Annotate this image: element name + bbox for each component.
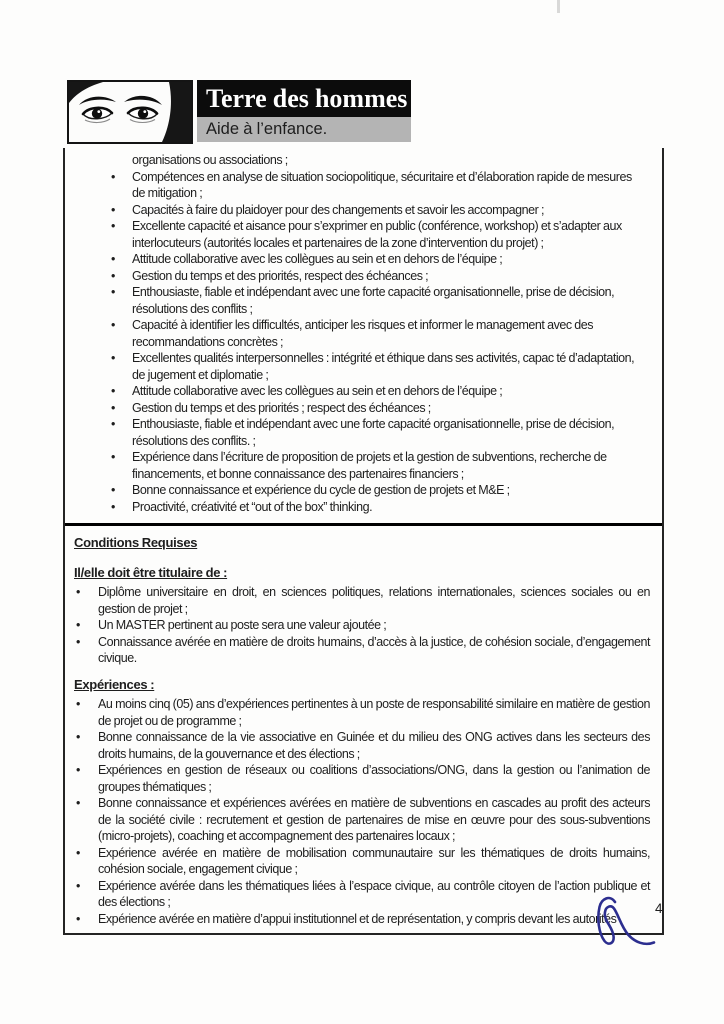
list-item: • Capacité à identifier les difficultés, anticiper les risques et informer le management avec des recommandations concrètes ; — [65, 317, 646, 350]
list-item: • Expérience dans l’écriture de proposition de projets et la gestion de subventions, recherche de financements, et bonne connaissance des partenaires financiers ; — [65, 449, 646, 482]
page-number: 4 — [655, 901, 663, 916]
list-item: • Enthousiaste, fiable et indépendant avec une forte capacité organisationnelle, prise de décision, résolutions des conflits. ; — [65, 416, 646, 449]
list-item: • Expérience avérée en matière de mobilisation communautaire sur les thématiques de droits humains, cohésion sociale, engagement civique ; — [74, 845, 650, 878]
signature-mark — [584, 892, 666, 954]
list-item: • Expériences en gestion de réseaux ou coalitions d’associations/ONG, dans la gestion ou l’animation de groupes thématiques ; — [74, 762, 650, 795]
conditions-section — [65, 526, 662, 933]
scan-artifact — [557, 0, 560, 13]
list-item: • Diplôme universitaire en droit, en sciences politiques, relations internationales, sciences sociales ou en gestion de projet ; — [74, 584, 650, 617]
experiences-list — [74, 696, 650, 927]
list-item: • Connaissance avérée en matière de droits humains, d’accès à la justice, de cohésion sociale, d’engagement civique. — [74, 634, 650, 667]
logo-text-block — [197, 80, 411, 144]
list-item: • Au moins cinq (05) ans d’expériences pertinentes à un poste de responsabilité similaire en matière de gestion de projet ou de programme ; — [74, 696, 650, 729]
titulaire-list — [74, 584, 650, 667]
list-item: • Enthousiaste, fiable et indépendant avec une forte capacité organisationnelle, prise de décision, résolutions des conflits ; — [65, 284, 646, 317]
list-item: • Un MASTER pertinent au poste sera une valeur ajoutée ; — [74, 617, 650, 634]
list-item: • Attitude collaborative avec les collègues au sein et en dehors de l’équipe ; — [65, 383, 646, 400]
continuation-line: organisations ou associations ; — [132, 153, 288, 167]
list-item: • Gestion du temps et des priorités ; respect des échéances ; — [65, 400, 646, 417]
eyes-illustration-svg — [67, 80, 193, 144]
logo-tagline: Aide à l’enfance. — [197, 117, 411, 142]
org-logo — [67, 80, 411, 144]
list-item: • Bonne connaissance et expérience du cycle de gestion de projets et M&E ; — [65, 482, 646, 499]
content-box — [63, 148, 664, 935]
list-item: • Excellente capacité et aisance pour s’exprimer en public (conférence, workshop) et s’adapter aux interlocuteurs (autorités locales et partenaires de la zone d’intervention du projet) ; — [65, 218, 646, 251]
experiences-heading: Expériences : — [74, 676, 155, 692]
signature-paraph-icon — [584, 892, 666, 954]
list-item: • Bonne connaissance de la vie associative en Guinée et du milieu des ONG actives dans les secteurs des droits humains, de la gouvernance et des élections ; — [74, 729, 650, 762]
list-item: • Attitude collaborative avec les collègues au sein et en dehors de l’équipe ; — [65, 251, 646, 268]
list-item: • Expérience avérée dans les thématiques liées à l’espace civique, au contrôle citoyen de l’action publique et des élections ; — [74, 878, 650, 911]
competencies-section — [65, 148, 662, 521]
list-item: • Gestion du temps et des priorités, respect des échéances ; — [65, 268, 646, 285]
list-item: • Expérience avérée en matière d’appui institutionnel et de représentation, y compris devant les autorités — [74, 911, 650, 928]
eyes-illustration — [67, 80, 193, 144]
competencies-list — [65, 169, 646, 516]
list-item: • Excellentes qualités interpersonnelles : intégrité et éthique dans ses activités, capac té d’adaptation, de jugement et diplomatie ; — [65, 350, 646, 383]
list-item: • Compétences en analyse de situation sociopolitique, sécuritaire et d’élaboration rapide de mesures de mitigation ; — [65, 169, 646, 202]
list-item: • Proactivité, créativité et “out of the box” thinking. — [65, 499, 646, 516]
list-item: • Capacités à faire du plaidoyer pour des changements et savoir les accompagner ; — [65, 202, 646, 219]
list-item: • Bonne connaissance et expériences avérées en matière de subventions en cascades au profit des acteurs de la société civile : recrutement et gestion de partenaires de mise en œuvre pour des sous-subventions (micro-projets), coaching et accompagnement des partenaires locaux ; — [74, 795, 650, 845]
conditions-heading: Conditions Requises — [74, 535, 198, 550]
logo-brand-name: Terre des hommes — [197, 80, 411, 117]
titulaire-heading: Il/elle doit être titulaire de : — [74, 564, 228, 580]
